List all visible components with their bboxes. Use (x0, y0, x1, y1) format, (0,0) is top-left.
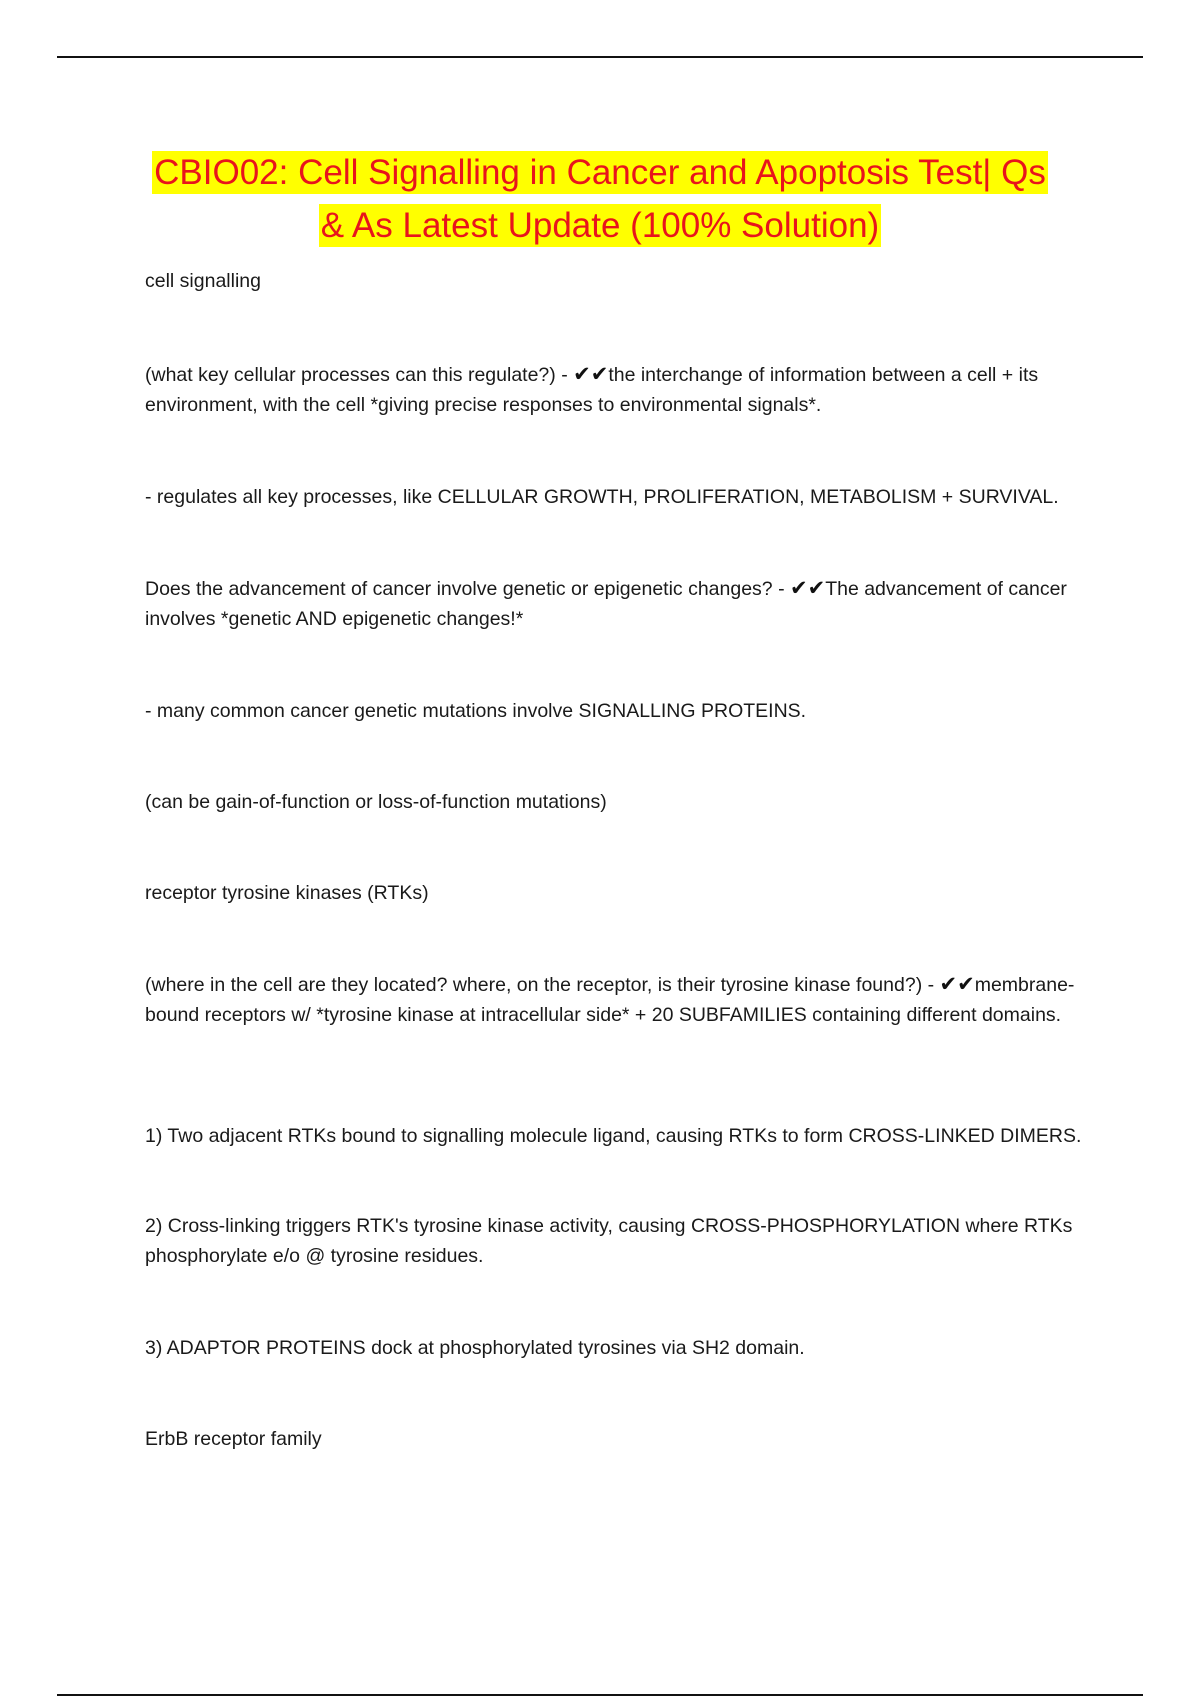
qa-cell-signalling (145, 359, 1085, 420)
answer-text: The advancement of cancer involves *genetic AND epigenetic changes!* (145, 578, 1067, 630)
note-mutation-types: (can be gain-of-function or loss-of-function mutations) (145, 791, 607, 813)
double-check-icon: ✔✔ (789, 576, 826, 600)
double-check-icon: ✔✔ (939, 972, 975, 996)
qa-cancer-changes (145, 573, 1085, 634)
qa-rtk-location (145, 969, 1085, 1030)
term-erbb-family: ErbB receptor family (145, 1428, 322, 1450)
footer-rule (57, 1694, 1143, 1696)
note-key-processes: - regulates all key processes, like CELLULAR GROWTH, PROLIFERATION, METABOLISM + SURVIVAL. (145, 486, 1059, 508)
term-cell-signalling: cell signalling (145, 270, 261, 292)
step-1: 1) Two adjacent RTKs bound to signalling molecule ligand, causing RTKs to form CROSS-LINKED DIMERS. (145, 1125, 1082, 1147)
header-rule (57, 56, 1143, 58)
document-title (120, 146, 1080, 252)
term-rtks: receptor tyrosine kinases (RTKs) (145, 882, 429, 904)
step-3: 3) ADAPTOR PROTEINS dock at phosphorylated tyrosines via SH2 domain. (145, 1337, 805, 1359)
question-text: (what key cellular processes can this regulate?) - (145, 364, 574, 386)
answer-text: the interchange of information between a cell + its environment, with the cell *giving precise responses to environmental signals*. (145, 364, 1039, 416)
question-text: (where in the cell are they located? where, on the receptor, is their tyrosine kinase found?) - (145, 974, 940, 996)
step-2: 2) Cross-linking triggers RTK's tyrosine kinase activity, causing CROSS-PHOSPHORYLATION where RTKs phosphorylate e/o @ tyrosine residues. (145, 1215, 1073, 1267)
question-text: Does the advancement of cancer involve genetic or epigenetic changes? - (145, 578, 790, 600)
double-check-icon: ✔✔ (573, 362, 609, 386)
note-signalling-proteins: - many common cancer genetic mutations involve SIGNALLING PROTEINS. (145, 700, 807, 722)
title-line-2: & As Latest Update (100% Solution) (320, 206, 880, 245)
answer-text: membrane-bound receptors w/ *tyrosine kinase at intracellular side* + 20 SUBFAMILIES containing different domains. (145, 974, 1075, 1026)
title-line-1: CBIO02: Cell Signalling in Cancer and Apoptosis Test| Qs (154, 153, 1046, 192)
